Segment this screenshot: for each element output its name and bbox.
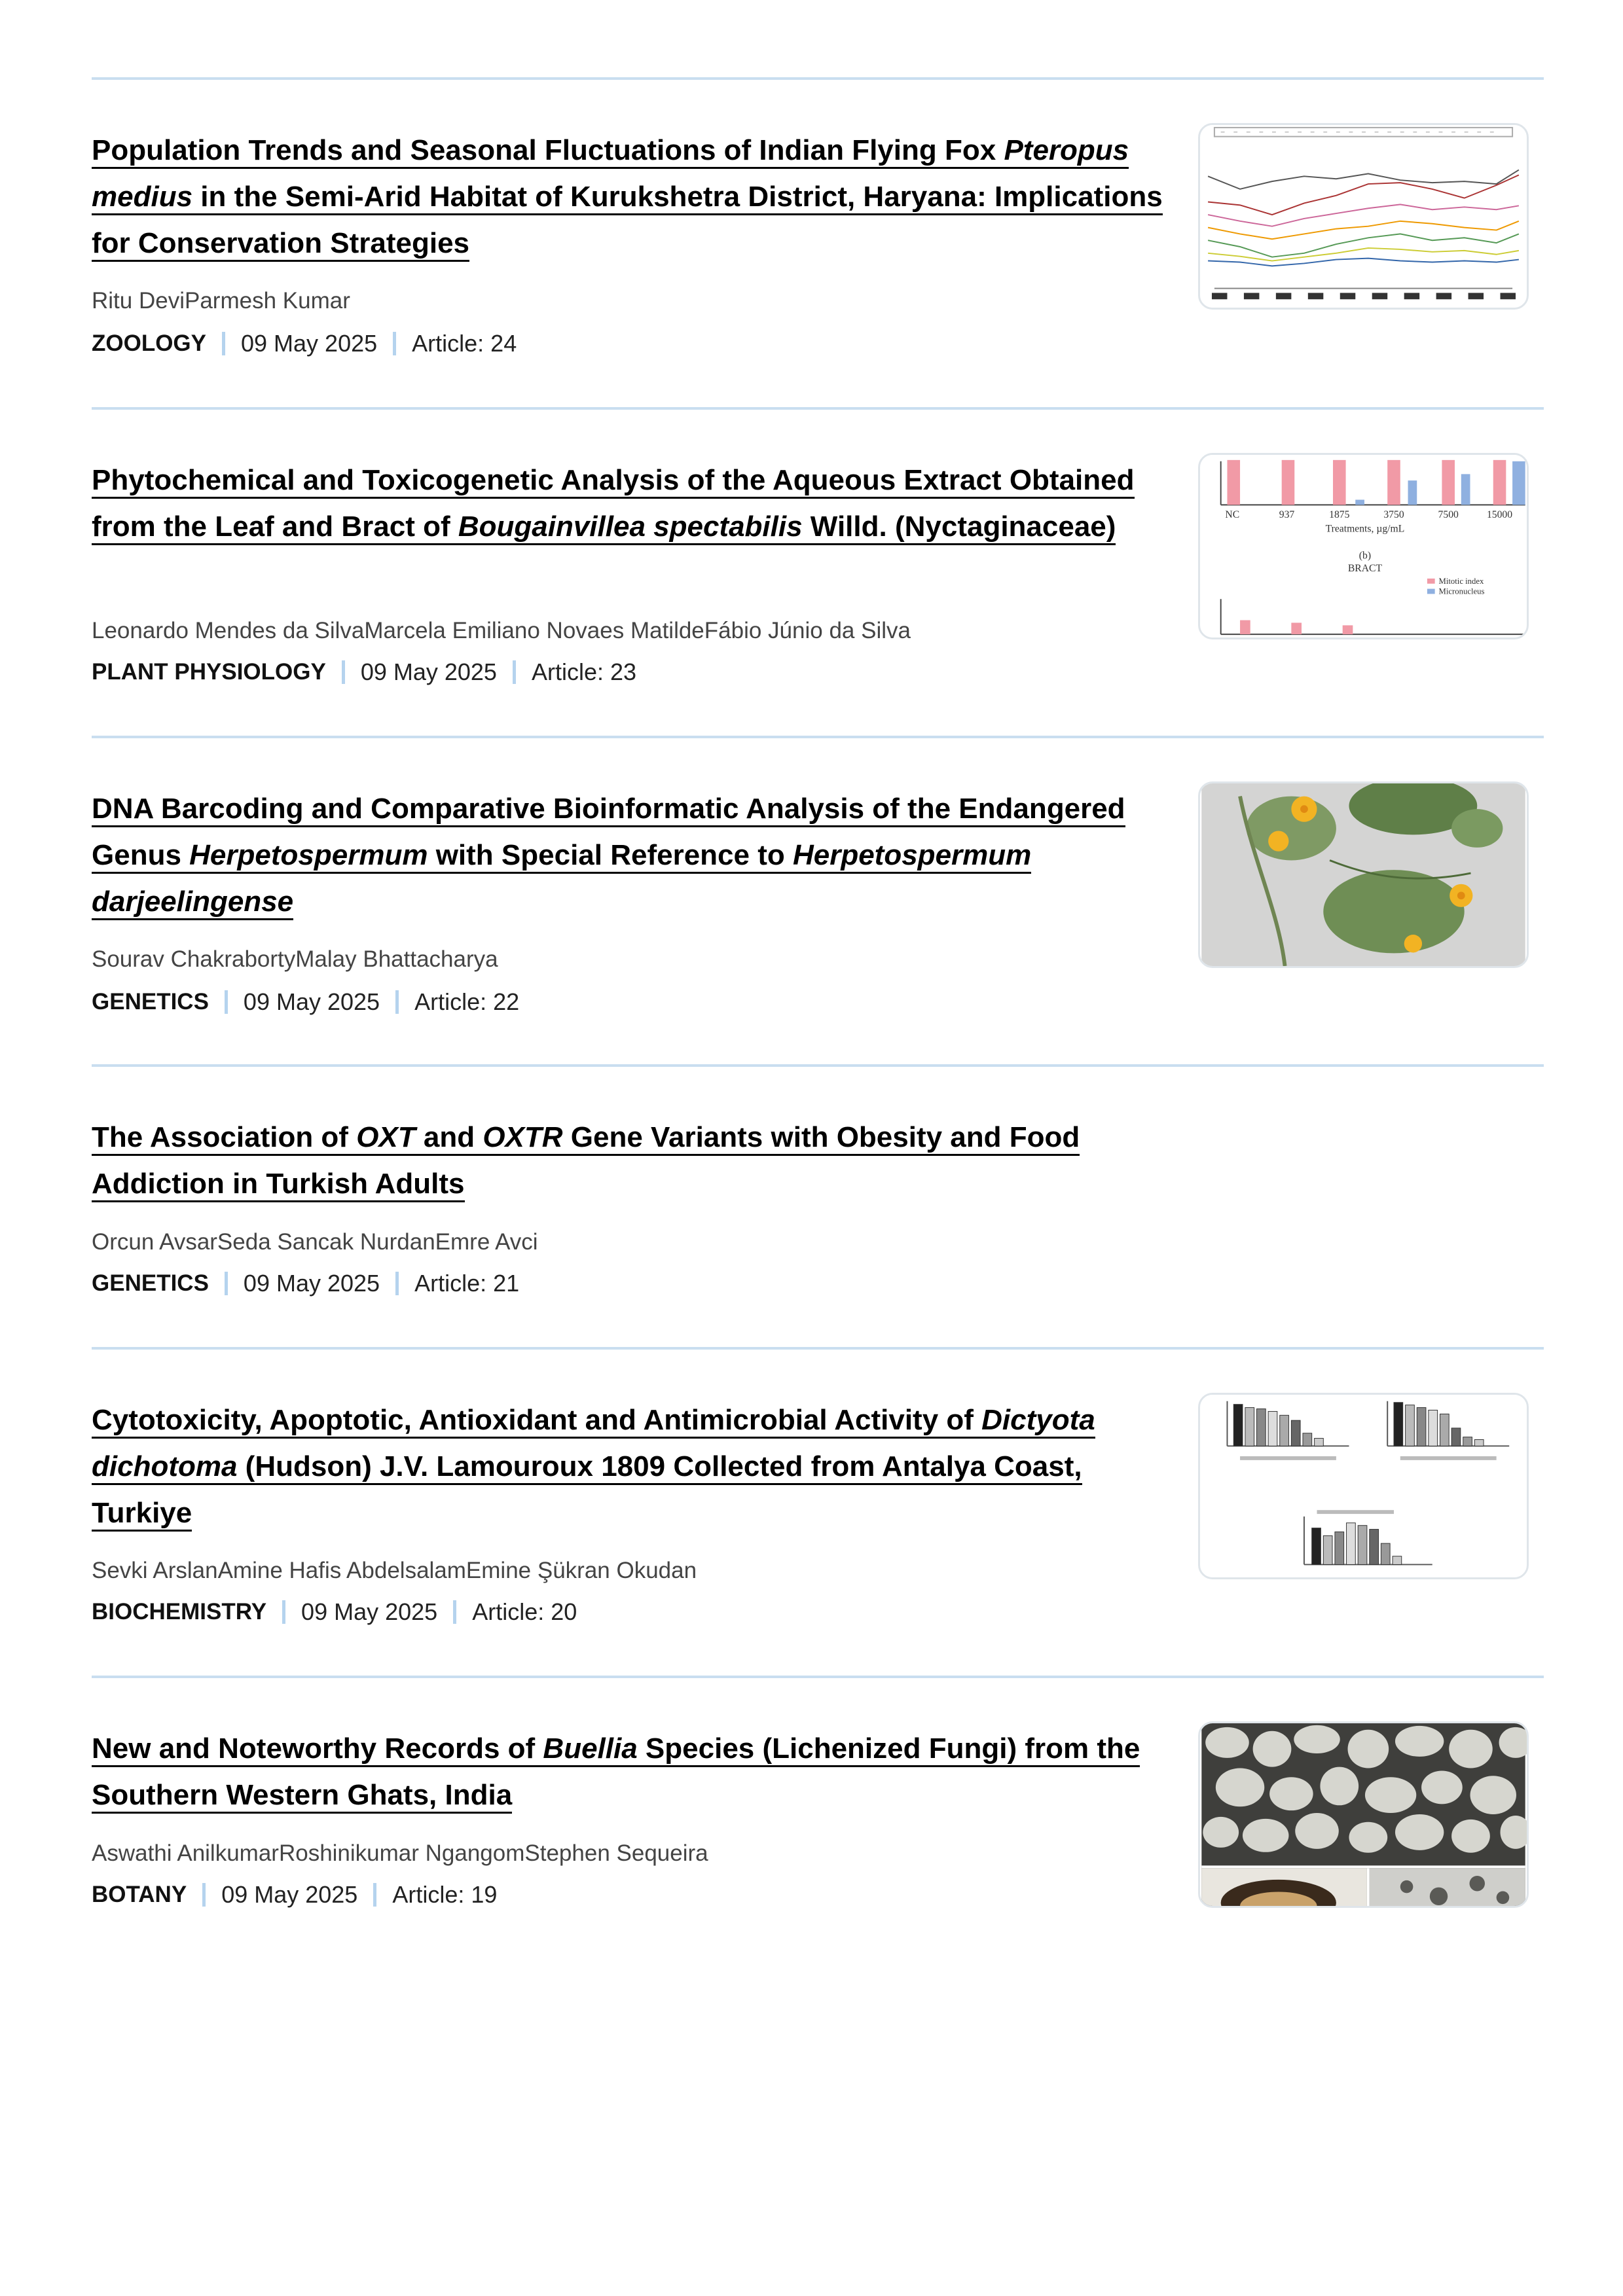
article-authors: Ritu DeviParmesh Kumar	[92, 288, 350, 314]
meta-separator	[225, 1272, 228, 1295]
publish-date: 09 May 2025	[243, 1270, 380, 1297]
category-link[interactable]: BIOCHEMISTRY	[92, 1599, 267, 1624]
article-title-link[interactable]: The Association of OXT and OXTR Gene Variants with Obesity and Food Addiction in Turkish Adults	[92, 1121, 1080, 1202]
article-authors: Leonardo Mendes da SilvaMarcela Emiliano Novaes MatildeFábio Júnio da Silva	[92, 618, 911, 643]
article-number: Article: 21	[414, 1270, 520, 1297]
article-meta	[92, 330, 517, 357]
meta-separator	[393, 332, 396, 355]
article-title-link[interactable]: Phytochemical and Toxicogenetic Analysis of the Aqueous Extract Obtained from the Leaf and Bract of Bougainvillea spectabilis Willd. (Nyctaginaceae)	[92, 464, 1135, 545]
article-title	[92, 1397, 1178, 1536]
article-list	[92, 77, 1544, 1957]
article-card	[92, 1676, 1544, 1957]
article-title	[92, 1725, 1178, 1818]
publish-date: 09 May 2025	[301, 1598, 438, 1625]
article-number: Article: 20	[472, 1598, 577, 1625]
article-thumbnail[interactable]	[1198, 453, 1529, 639]
legend-entry: Mitotic index	[1438, 576, 1484, 586]
article-authors: Aswathi AnilkumarRoshinikumar NgangomStephen Sequeira	[92, 1840, 708, 1866]
plant-photo-thumbnail	[1200, 783, 1527, 966]
article-card	[92, 1347, 1544, 1676]
article-thumbnail[interactable]	[1198, 1721, 1529, 1908]
panel-label: (b)	[1359, 550, 1372, 562]
article-thumbnail[interactable]	[1198, 781, 1529, 968]
publish-date: 09 May 2025	[241, 330, 378, 357]
publish-date: 09 May 2025	[360, 658, 497, 685]
article-title	[92, 127, 1178, 266]
article-card	[92, 407, 1544, 736]
article-title-link[interactable]: New and Noteworthy Records of Buellia Species (Lichenized Fungi) from the Southern Western Ghats, India	[92, 1732, 1140, 1814]
publish-date: 09 May 2025	[221, 1881, 358, 1908]
meta-separator	[282, 1600, 285, 1624]
meta-separator	[373, 1883, 376, 1907]
article-number: Article: 22	[414, 988, 520, 1015]
article-title-link[interactable]: Cytotoxicity, Apoptotic, Antioxidant and Antimicrobial Activity of Dictyota dichotoma (Hudson) J.V. Lamouroux 1809 Collected from Antalya Coast, Turkiye	[92, 1404, 1095, 1532]
meta-separator	[222, 332, 225, 355]
category-link[interactable]: BOTANY	[92, 1882, 187, 1907]
article-title	[92, 785, 1178, 925]
article-title-link[interactable]: DNA Barcoding and Comparative Bioinformatic Analysis of the Endangered Genus Herpetospermum with Special Reference to Herpetospermum darjeelingense	[92, 793, 1125, 920]
tick-label: 7500	[1438, 509, 1459, 520]
category-link[interactable]: PLANT PHYSIOLOGY	[92, 659, 326, 685]
article-number: Article: 23	[531, 658, 637, 685]
category-link[interactable]: GENETICS	[92, 989, 209, 1014]
panel-title: BRACT	[1347, 563, 1383, 575]
article-card	[92, 736, 1544, 1064]
tick-label: 3750	[1383, 509, 1404, 520]
tick-label: NC	[1225, 509, 1240, 520]
article-thumbnail[interactable]	[1198, 1393, 1529, 1579]
article-meta	[92, 658, 636, 686]
article-authors: Sourav ChakrabortyMalay Bhattacharya	[92, 946, 498, 972]
article-card	[92, 1064, 1544, 1347]
line-chart-thumbnail	[1200, 125, 1527, 308]
bar-chart-grid-thumbnail	[1200, 1395, 1527, 1577]
tick-label: 15000	[1486, 509, 1513, 520]
category-link[interactable]: ZOOLOGY	[92, 331, 206, 356]
legend-entry: Micronucleus	[1438, 586, 1485, 596]
lichen-photo-thumbnail	[1200, 1723, 1527, 1906]
meta-separator	[225, 990, 228, 1014]
axis-label: Treatments, µg/mL	[1325, 523, 1405, 535]
category-link[interactable]: GENETICS	[92, 1270, 209, 1296]
article-meta	[92, 988, 519, 1016]
article-number: Article: 19	[392, 1881, 498, 1908]
meta-separator	[513, 660, 516, 684]
article-thumbnail[interactable]	[1198, 123, 1529, 310]
tick-label: 1875	[1329, 509, 1350, 520]
bar-chart-thumbnail	[1200, 455, 1527, 637]
article-card	[92, 77, 1544, 407]
meta-separator	[342, 660, 345, 684]
article-authors: Orcun AvsarSeda Sancak NurdanEmre Avci	[92, 1229, 538, 1255]
tick-label: 937	[1279, 509, 1295, 520]
article-authors: Sevki ArslanAmine Hafis AbdelsalamEmine Şükran Okudan	[92, 1558, 697, 1583]
article-title	[92, 457, 1178, 550]
article-title-link[interactable]: Population Trends and Seasonal Fluctuations of Indian Flying Fox Pteropus medius in the Semi-Arid Habitat of Kurukshetra District, Haryana: Implications for Conservation Strategies	[92, 134, 1163, 262]
meta-separator	[202, 1883, 206, 1907]
article-meta	[92, 1598, 577, 1626]
meta-separator	[395, 990, 399, 1014]
article-meta	[92, 1270, 519, 1297]
publish-date: 09 May 2025	[243, 988, 380, 1015]
meta-separator	[395, 1272, 399, 1295]
meta-separator	[453, 1600, 456, 1624]
article-number: Article: 24	[412, 330, 517, 357]
article-title	[92, 1114, 1205, 1207]
article-meta	[92, 1881, 497, 1909]
